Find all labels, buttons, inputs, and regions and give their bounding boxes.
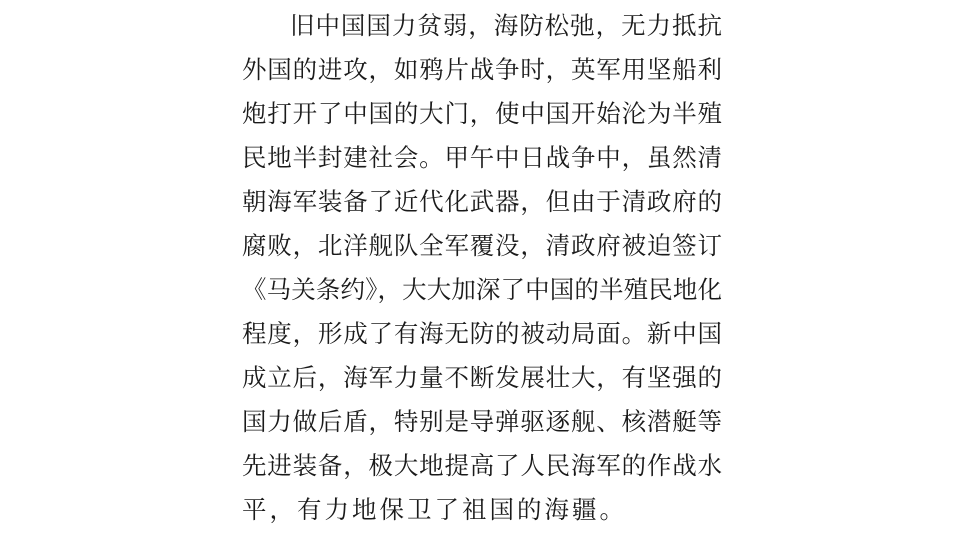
- paragraph-line-10: 国力做后盾，特别是导弹驱逐舰、核潜艇等: [242, 407, 722, 436]
- paragraph-line-4: 民地半封建社会。甲午中日战争中，虽然清: [242, 143, 722, 172]
- paragraph-line-8: 程度，形成了有海无防的被动局面。新中国: [242, 319, 722, 348]
- paragraph-line-9: 成立后，海军力量不断发展壮大，有坚强的: [242, 363, 722, 392]
- paragraph-line-2: 外国的进攻，如鸦片战争时，英军用坚船利: [242, 55, 722, 84]
- paragraph-line-7: 《马关条约》，大大加深了中国的半殖民地化: [242, 275, 722, 304]
- paragraph-line-11: 先进装备，极大地提高了人民海军的作战水: [242, 451, 722, 480]
- paragraph-line-6: 腐败，北洋舰队全军覆没，清政府被迫签订: [242, 231, 722, 260]
- paragraph-line-5: 朝海军装备了近代化武器，但由于清政府的: [242, 187, 722, 216]
- paragraph-line-12: 平，有力地保卫了祖国的海疆。: [242, 495, 627, 524]
- paragraph-line-3: 炮打开了中国的大门，使中国开始沦为半殖: [242, 99, 722, 128]
- paragraph-line-1: 旧中国国力贫弱，海防松弛，无力抵抗: [290, 11, 722, 40]
